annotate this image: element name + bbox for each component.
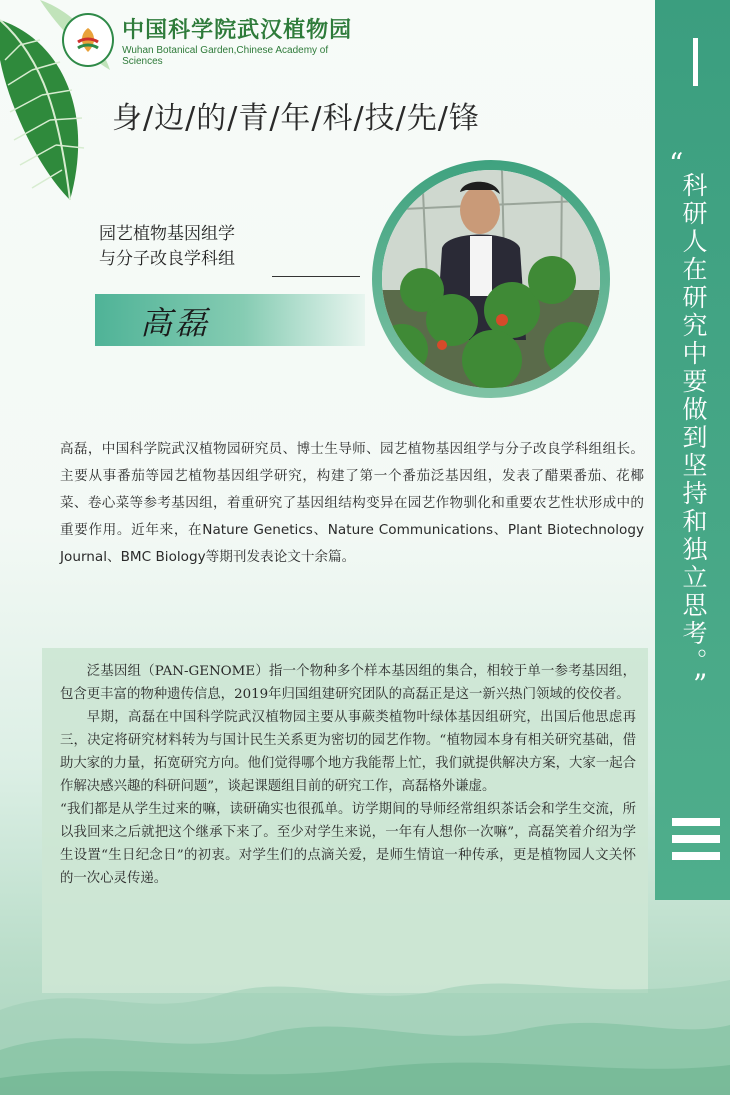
garden-logo-icon	[62, 13, 114, 67]
mountain-background	[0, 900, 730, 1095]
bio-paragraph: 高磊，中国科学院武汉植物园研究员、博士生导师、园艺植物基因组学与分子改良学科组组长。主要从事番茄等园艺植物基因组学研究，构建了第一个番茄泛基因组，发表了醋栗番茄、花椰菜、卷心菜等参考基因组，着重研究了基因组结构变异在园艺作物驯化和重要农艺性状形成中的重要作用。近年来，在Nature Genetics、Nature Communications、Plant Biotechnology Journal、BMC Biology等期刊发表论文十余篇。	[60, 441, 644, 565]
logo-english-name: Wuhan Botanical Garden,Chinese Academy of Sciences	[122, 45, 329, 67]
group-underline	[272, 276, 360, 277]
name-band	[95, 294, 365, 346]
group-name-line2: 与分子改良学科组	[99, 249, 235, 269]
story-paragraph-2: 早期，高磊在中国科学院武汉植物园主要从事蕨类植物叶绿体基因组研究，出国后他思虑再三，决定将研究材料转为与国计民生关系更为密切的园艺作物。“植物园本身有相关研究基础，借助大家的力量，拓宽研究方向。他们觉得哪个地方我能帮上忙，我们就提供解决方案，大家一起合作解决感兴趣的科研问题”，谈起课题组目前的研究工作，高磊格外谦虚。	[60, 710, 636, 794]
menu-lines-icon	[672, 818, 720, 869]
group-name-line1: 园艺植物基因组学	[99, 224, 235, 244]
portrait-photo	[382, 170, 600, 388]
garden-logo	[62, 12, 362, 68]
story-text	[60, 660, 636, 890]
series-title: 身/边/的/青/年/科/技/先/锋	[112, 101, 480, 136]
quote-open-mark: “	[669, 147, 684, 180]
quote-text: 科研人在研究中要做到坚持和独立思考。	[679, 172, 708, 676]
story-paragraph-3: “我们都是从学生过来的嘛，读研确实也很孤单。访学期间的导师经常组织茶话会和学生交流，所以我回来之后就把这个继承下来了。至少对学生来说，一年有人想你一次嘛”，高磊笑着介绍为学生设置“生日纪念日”的初衷。对学生们的点滴关爱，是师生情谊一种传承，更是植物园人文关怀的一次心灵传递。	[60, 802, 636, 886]
person-name: 高磊	[140, 304, 211, 342]
quote-close-mark: ”	[693, 668, 708, 701]
story-paragraph-1: 泛基因组（PAN-GENOME）指一个物种多个样本基因组的集合，相较于单一参考基因组，包含更丰富的物种遗传信息，2019年归国组建研究团队的高磊正是这一新兴热门领域的佼佼者。	[60, 664, 636, 702]
quote-panel-bar	[693, 38, 698, 86]
research-group-name	[99, 222, 235, 272]
logo-chinese-name: 中国科学院武汉植物园	[122, 17, 353, 43]
